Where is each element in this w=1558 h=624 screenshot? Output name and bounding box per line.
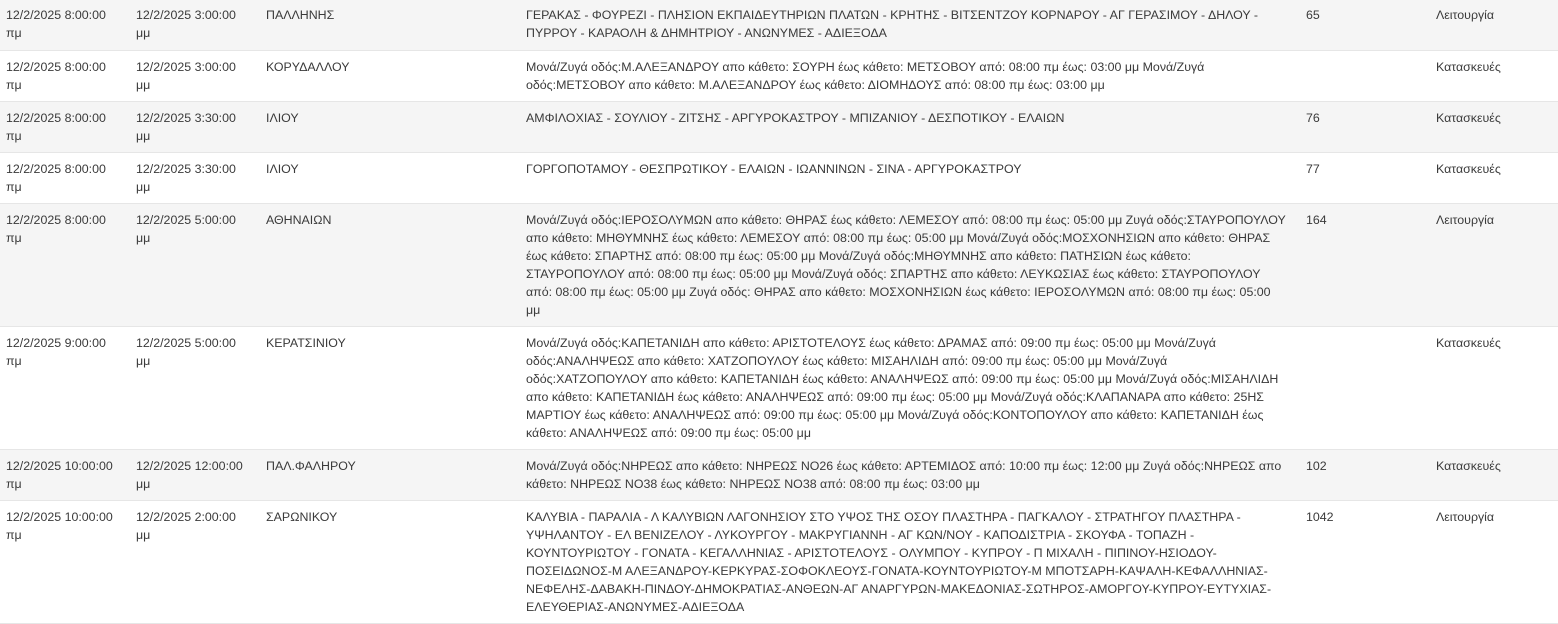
number-cell: 76 bbox=[1300, 102, 1430, 153]
table-row bbox=[0, 51, 1558, 102]
table-row bbox=[0, 153, 1558, 204]
reason-cell: Κατασκευές bbox=[1430, 102, 1558, 153]
table-row bbox=[0, 0, 1558, 51]
reason-cell: Κατασκευές bbox=[1430, 450, 1558, 501]
municipality-cell: ΙΛΙΟΥ bbox=[260, 102, 520, 153]
end-time-cell: 12/2/2025 12:00:00 μμ bbox=[130, 450, 260, 501]
municipality-cell: ΚΕΡΑΤΣΙΝΙΟΥ bbox=[260, 327, 520, 450]
area-cell: ΓΕΡΑΚΑΣ - ΦΟΥΡΕΖΙ - ΠΛΗΣΙΟΝ ΕΚΠΑΙΔΕΥΤΗΡΙΩΝ ΠΛΑΤΩΝ - ΚΡΗΤΗΣ - ΒΙΤΣΕΝΤΖΟΥ ΚΟΡΝΑΡΟΥ - ΑΓ ΓΕΡΑΣΙΜΟΥ - ΔΗΛΟΥ - ΠΥΡΡΟΥ - ΚΑΡΑΟΛΗ & ΔΗΜΗΤΡΙΟΥ - ΑΝΩΝΥΜΕΣ - ΑΔΙΕΞΟΔΑ bbox=[520, 0, 1300, 51]
table-row bbox=[0, 450, 1558, 501]
reason-cell: Λειτουργία bbox=[1430, 204, 1558, 327]
start-time-cell: 12/2/2025 10:00:00 πμ bbox=[0, 501, 130, 624]
municipality-cell: ΚΟΡΥΔΑΛΛΟΥ bbox=[260, 51, 520, 102]
table-row bbox=[0, 501, 1558, 624]
reason-cell: Λειτουργία bbox=[1430, 501, 1558, 624]
start-time-cell: 12/2/2025 10:00:00 πμ bbox=[0, 450, 130, 501]
reason-cell: Κατασκευές bbox=[1430, 327, 1558, 450]
start-time-cell: 12/2/2025 8:00:00 πμ bbox=[0, 102, 130, 153]
start-time-cell: 12/2/2025 8:00:00 πμ bbox=[0, 204, 130, 327]
area-cell: Μονά/Ζυγά οδός:ΚΑΠΕΤΑΝΙΔΗ απο κάθετο: ΑΡΙΣΤΟΤΕΛΟΥΣ έως κάθετο: ΔΡΑΜΑΣ από: 09:00 πμ έως: 05:00 μμ Μονά/Ζυγά οδός:ΑΝΑΛΗΨΕΩΣ απο κάθετο: ΧΑΤΖΟΠΟΥΛΟΥ έως κάθετο: ΜΙΣΑΗΛΙΔΗ από: 09:00 πμ έως: 05:00 μμ Μονά/Ζυγά οδός:ΧΑΤΖΟΠΟΥΛΟΥ απο κάθετο: ΚΑΠΕΤΑΝΙΔΗ έως κάθετο: ΑΝΑΛΗΨΕΩΣ από: 09:00 πμ έως: 05:00 μμ Μονά/Ζυγά οδός:ΜΙΣΑΗΛΙΔΗ απο κάθετο: ΚΑΠΕΤΑΝΙΔΗ έως κάθετο: ΑΝΑΛΗΨΕΩΣ από: 09:00 πμ έως: 05:00 μμ Μονά/Ζυγά οδός:ΚΛΑΠΑΝΑΡΑ απο κάθετο: 25ΗΣ ΜΑΡΤΙΟΥ έως κάθετο: ΑΝΑΛΗΨΕΩΣ από: 09:00 πμ έως: 05:00 μμ Μονά/Ζυγά οδός:ΚΟΝΤΟΠΟΥΛΟΥ απο κάθετο: ΚΑΠΕΤΑΝΙΔΗ έως κάθετο: ΑΝΑΛΗΨΕΩΣ από: 09:00 πμ έως: 05:00 μμ bbox=[520, 327, 1300, 450]
number-cell: 102 bbox=[1300, 450, 1430, 501]
reason-cell: Λειτουργία bbox=[1430, 0, 1558, 51]
number-cell bbox=[1300, 327, 1430, 450]
area-cell: Μονά/Ζυγά οδός:ΝΗΡΕΩΣ απο κάθετο: ΝΗΡΕΩΣ ΝΟ26 έως κάθετο: ΑΡΤΕΜΙΔΟΣ από: 10:00 πμ έως: 12:00 μμ Ζυγά οδός:ΝΗΡΕΩΣ απο κάθετο: ΝΗΡΕΩΣ ΝΟ38 έως κάθετο: ΝΗΡΕΩΣ ΝΟ38 από: 08:00 πμ έως: 03:00 μμ bbox=[520, 450, 1300, 501]
number-cell: 65 bbox=[1300, 0, 1430, 51]
municipality-cell: ΙΛΙΟΥ bbox=[260, 153, 520, 204]
end-time-cell: 12/2/2025 3:30:00 μμ bbox=[130, 102, 260, 153]
table-row bbox=[0, 204, 1558, 327]
area-cell: Μονά/Ζυγά οδός:Μ.ΑΛΕΞΑΝΔΡΟΥ απο κάθετο: ΣΟΥΡΗ έως κάθετο: ΜΕΤΣΟΒΟΥ από: 08:00 πμ έως: 03:00 μμ Μονά/Ζυγά οδός:ΜΕΤΣΟΒΟΥ απο κάθετο: Μ.ΑΛΕΞΑΝΔΡΟΥ έως κάθετο: ΔΙΟΜΗΔΟΥΣ από: 08:00 πμ έως: 03:00 μμ bbox=[520, 51, 1300, 102]
municipality-cell: ΠΑΛ.ΦΑΛΗΡΟΥ bbox=[260, 450, 520, 501]
reason-cell: Κατασκευές bbox=[1430, 153, 1558, 204]
area-cell: ΑΜΦΙΛΟΧΙΑΣ - ΣΟΥΛΙΟΥ - ΖΙΤΣΗΣ - ΑΡΓΥΡΟΚΑΣΤΡΟΥ - ΜΠΙΖΑΝΙΟΥ - ΔΕΣΠΟΤΙΚΟΥ - ΕΛΑΙΩΝ bbox=[520, 102, 1300, 153]
end-time-cell: 12/2/2025 5:00:00 μμ bbox=[130, 327, 260, 450]
end-time-cell: 12/2/2025 3:00:00 μμ bbox=[130, 51, 260, 102]
start-time-cell: 12/2/2025 8:00:00 πμ bbox=[0, 51, 130, 102]
reason-cell: Κατασκευές bbox=[1430, 51, 1558, 102]
municipality-cell: ΠΑΛΛΗΝΗΣ bbox=[260, 0, 520, 51]
table-row bbox=[0, 327, 1558, 450]
start-time-cell: 12/2/2025 9:00:00 πμ bbox=[0, 327, 130, 450]
number-cell: 164 bbox=[1300, 204, 1430, 327]
end-time-cell: 12/2/2025 3:30:00 μμ bbox=[130, 153, 260, 204]
end-time-cell: 12/2/2025 2:00:00 μμ bbox=[130, 501, 260, 624]
number-cell: 1042 bbox=[1300, 501, 1430, 624]
municipality-cell: ΑΘΗΝΑΙΩΝ bbox=[260, 204, 520, 327]
start-time-cell: 12/2/2025 8:00:00 πμ bbox=[0, 153, 130, 204]
area-cell: ΓΟΡΓΟΠΟΤΑΜΟΥ - ΘΕΣΠΡΩΤΙΚΟΥ - ΕΛΑΙΩΝ - ΙΩΑΝΝΙΝΩΝ - ΣΙΝΑ - ΑΡΓΥΡΟΚΑΣΤΡΟΥ bbox=[520, 153, 1300, 204]
table-row bbox=[0, 102, 1558, 153]
area-cell: Μονά/Ζυγά οδός:ΙΕΡΟΣΟΛΥΜΩΝ απο κάθετο: ΘΗΡΑΣ έως κάθετο: ΛΕΜΕΣΟΥ από: 08:00 πμ έως: 05:00 μμ Ζυγά οδός:ΣΤΑΥΡΟΠΟΥΛΟΥ απο κάθετο: ΜΗΘΥΜΝΗΣ έως κάθετο: ΛΕΜΕΣΟΥ από: 08:00 πμ έως: 05:00 μμ Μονά/Ζυγά οδός:ΜΟΣΧΟΝΗΣΙΩΝ απο κάθετο: ΘΗΡΑΣ έως κάθετο: ΣΠΑΡΤΗΣ από: 08:00 πμ έως: 05:00 μμ Μονά/Ζυγά οδός:ΜΗΘΥΜΝΗΣ απο κάθετο: ΠΑΤΗΣΙΩΝ έως κάθετο: ΣΤΑΥΡΟΠΟΥΛΟΥ από: 08:00 πμ έως: 05:00 μμ Μονά/Ζυγά οδός: ΣΠΑΡΤΗΣ απο κάθετο: ΛΕΥΚΩΣΙΑΣ έως κάθετο: ΣΤΑΥΡΟΠΟΥΛΟΥ από: 08:00 πμ έως: 05:00 μμ Ζυγά οδός: ΘΗΡΑΣ απο κάθετο: ΜΟΣΧΟΝΗΣΙΩΝ έως κάθετο: ΙΕΡΟΣΟΛΥΜΩΝ από: 08:00 πμ έως: 05:00 μμ bbox=[520, 204, 1300, 327]
municipality-cell: ΣΑΡΩΝΙΚΟΥ bbox=[260, 501, 520, 624]
end-time-cell: 12/2/2025 3:00:00 μμ bbox=[130, 0, 260, 51]
end-time-cell: 12/2/2025 5:00:00 μμ bbox=[130, 204, 260, 327]
area-cell: ΚΑΛΥΒΙΑ - ΠΑΡΑΛΙΑ - Λ ΚΑΛΥΒΙΩΝ ΛΑΓΟΝΗΣΙΟΥ ΣΤΟ ΥΨΟΣ ΤΗΣ ΟΣΟΥ ΠΛΑΣΤΗΡΑ - ΠΑΓΚΑΛΟΥ - ΣΤΡΑΤΗΓΟΥ ΠΛΑΣΤΗΡΑ - ΥΨΗΛΑΝΤΟΥ - ΕΛ ΒΕΝΙΖΕΛΟΥ - ΛΥΚΟΥΡΓΟΥ - ΜΑΚΡΥΓΙΑΝΝΗ - ΑΓ ΚΩΝ/ΝΟΥ - ΚΑΠΟΔΙΣΤΡΙΑ - ΣΚΟΥΦΑ - ΤΟΠΑΖΗ - ΚΟΥΝΤΟΥΡΙΩΤΟΥ - ΓΟΝΑΤΑ - ΚΕΓΑΛΛΗΝΙΑΣ - ΑΡΙΣΤΟΤΕΛΟΥΣ - ΟΛΥΜΠΟΥ - ΚΥΠΡΟΥ - Π ΜΙΧΑΛΗ - ΠΙΠΙΝΟΥ-ΗΣΙΟΔΟΥ-ΠΟΣΕΙΔΩΝΟΣ-Μ ΑΛΕΞΑΝΔΡΟΥ-ΚΕΡΚΥΡΑΣ-ΣΟΦΟΚΛΕΟΥΣ-ΓΟΝΑΤΑ-ΚΟΥΝΤΟΥΡΙΩΤΟΥ-Μ ΜΠΟΤΣΑΡΗ-ΚΑΨΑΛΗ-ΚΕΦΑΛΛΗΝΙΑΣ-ΝΕΦΕΛΗΣ-ΔΑΒΑΚΗ-ΠΙΝΔΟΥ-ΔΗΜΟΚΡΑΤΙΑΣ-ΑΝΘΕΩΝ-ΑΓ ΑΝΑΡΓΥΡΩΝ-ΜΑΚΕΔΟΝΙΑΣ-ΣΩΤΗΡΟΣ-ΑΜΟΡΓΟΥ-ΚΥΠΡΟΥ-ΕΥΤΥΧΙΑΣ-ΕΛΕΥΘΕΡΙΑΣ-ΑΝΩΝΥΜΕΣ-ΑΔΙΕΞΟΔΑ bbox=[520, 501, 1300, 624]
start-time-cell: 12/2/2025 8:00:00 πμ bbox=[0, 0, 130, 51]
number-cell bbox=[1300, 51, 1430, 102]
number-cell: 77 bbox=[1300, 153, 1430, 204]
